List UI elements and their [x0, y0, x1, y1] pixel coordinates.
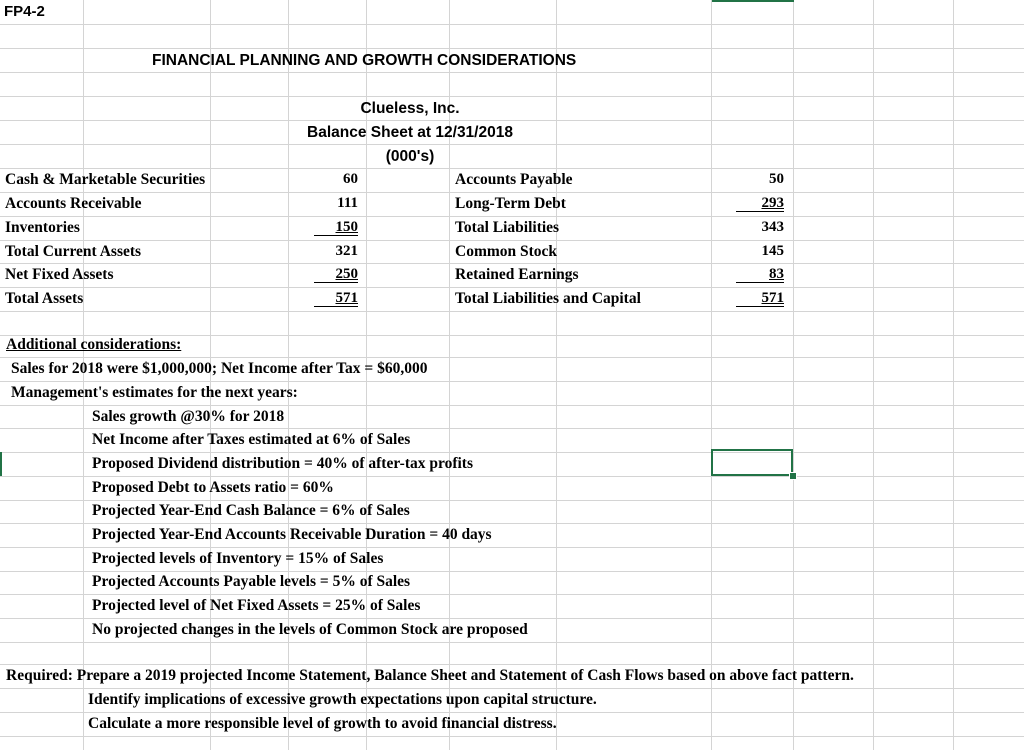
gridline [0, 476, 1024, 477]
gridline [873, 0, 874, 750]
asset-label[interactable]: Cash & Marketable Securities [5, 171, 206, 188]
liability-label[interactable]: Retained Earnings [455, 266, 579, 283]
asset-value[interactable]: 60 [343, 171, 358, 187]
gridline [0, 216, 1024, 217]
gridline [0, 736, 1024, 737]
liability-value[interactable]: 571 [761, 290, 784, 306]
estimate-item[interactable]: Net Income after Taxes estimated at 6% of Sales [92, 431, 411, 448]
asset-label[interactable]: Total Assets [5, 290, 84, 307]
gridline [0, 642, 1024, 643]
gridline [0, 381, 1024, 382]
considerations-heading[interactable]: Additional considerations: [6, 336, 182, 353]
gridline [0, 72, 1024, 73]
sheet-id-cell[interactable]: FP4-2 [4, 3, 45, 20]
required-line[interactable]: Calculate a more responsible level of growth to avoid financial distress. [88, 715, 557, 732]
liability-label[interactable]: Common Stock [455, 243, 558, 260]
gridline [0, 263, 1024, 264]
asset-value[interactable]: 571 [335, 290, 358, 306]
estimate-item[interactable]: Proposed Debt to Assets ratio = 60% [92, 479, 334, 496]
liability-value[interactable]: 343 [761, 219, 784, 235]
asset-value[interactable]: 250 [335, 266, 358, 282]
statement-title[interactable]: Balance Sheet at 12/31/2018 [307, 124, 513, 141]
gridline [0, 500, 1024, 501]
asset-label[interactable]: Accounts Receivable [5, 195, 142, 212]
gridline [0, 688, 1024, 689]
estimate-item[interactable]: Proposed Dividend distribution = 40% of after-tax profits [92, 455, 473, 472]
estimate-item[interactable]: Projected Accounts Payable levels = 5% of Sales [92, 573, 411, 590]
gridline [0, 571, 1024, 572]
gridline [711, 0, 712, 750]
asset-label[interactable]: Inventories [5, 219, 80, 236]
estimate-item[interactable]: Projected levels of Inventory = 15% of Sales [92, 550, 384, 567]
gridline [0, 452, 1024, 453]
page-title[interactable]: FINANCIAL PLANNING AND GROWTH CONSIDERATIONS [152, 52, 577, 69]
fill-handle[interactable] [789, 472, 797, 480]
column-header-highlight [712, 0, 794, 2]
gridline [0, 357, 1024, 358]
active-cell-selection[interactable] [711, 449, 793, 476]
underline-rule [736, 282, 784, 283]
gridline [0, 192, 1024, 193]
gridline [0, 240, 1024, 241]
liability-label[interactable]: Total Liabilities [455, 219, 560, 236]
liability-value[interactable]: 50 [769, 171, 784, 187]
gridline [0, 311, 1024, 312]
underline-rule [736, 306, 784, 307]
gridline [0, 144, 1024, 145]
estimate-item[interactable]: Sales growth @30% for 2018 [92, 408, 285, 425]
gridline [0, 523, 1024, 524]
gridline [0, 120, 1024, 121]
liability-label[interactable]: Accounts Payable [455, 171, 573, 188]
sales-line[interactable]: Sales for 2018 were $1,000,000; Net Income after Tax = $60,000 [11, 360, 428, 377]
underline-rule [314, 282, 358, 283]
asset-value[interactable]: 321 [335, 243, 358, 259]
company-name[interactable]: Clueless, Inc. [360, 100, 460, 117]
gridline [0, 664, 1024, 665]
gridline [0, 712, 1024, 713]
gridline [0, 594, 1024, 595]
liability-value[interactable]: 83 [769, 266, 784, 282]
asset-value[interactable]: 111 [337, 195, 358, 211]
gridline [0, 287, 1024, 288]
gridline [0, 96, 1024, 97]
gridline [0, 405, 1024, 406]
row-header-highlight [0, 452, 2, 476]
gridline [0, 428, 1024, 429]
asset-label[interactable]: Total Current Assets [5, 243, 142, 260]
estimate-item[interactable]: Projected Year-End Cash Balance = 6% of Sales [92, 502, 410, 519]
gridline [0, 547, 1024, 548]
underline-rule [314, 306, 358, 307]
units-label[interactable]: (000's) [385, 148, 435, 165]
gridline [0, 168, 1024, 169]
estimates-intro[interactable]: Management's estimates for the next years: [11, 384, 298, 401]
liability-label[interactable]: Long-Term Debt [455, 195, 566, 212]
required-line[interactable]: Required: Prepare a 2019 projected Income Statement, Balance Sheet and Statement of Cash Flows based on above fact pattern. [6, 667, 854, 684]
required-line[interactable]: Identify implications of excessive growth expectations upon capital structure. [88, 691, 597, 708]
gridline [793, 0, 794, 750]
liability-value[interactable]: 145 [761, 243, 784, 259]
liability-value[interactable]: 293 [761, 195, 784, 211]
asset-label[interactable]: Net Fixed Assets [5, 266, 114, 283]
estimate-item[interactable]: Projected Year-End Accounts Receivable Duration = 40 days [92, 526, 492, 543]
liability-label[interactable]: Total Liabilities and Capital [455, 290, 641, 307]
underline-rule [736, 211, 784, 212]
underline-rule [314, 235, 358, 236]
gridline [0, 48, 1024, 49]
estimate-item[interactable]: No projected changes in the levels of Common Stock are proposed [92, 621, 528, 638]
estimate-item[interactable]: Projected level of Net Fixed Assets = 25% of Sales [92, 597, 421, 614]
gridline [953, 0, 954, 750]
gridline [556, 0, 557, 750]
asset-value[interactable]: 150 [335, 219, 358, 235]
gridline [0, 24, 1024, 25]
gridline [0, 618, 1024, 619]
